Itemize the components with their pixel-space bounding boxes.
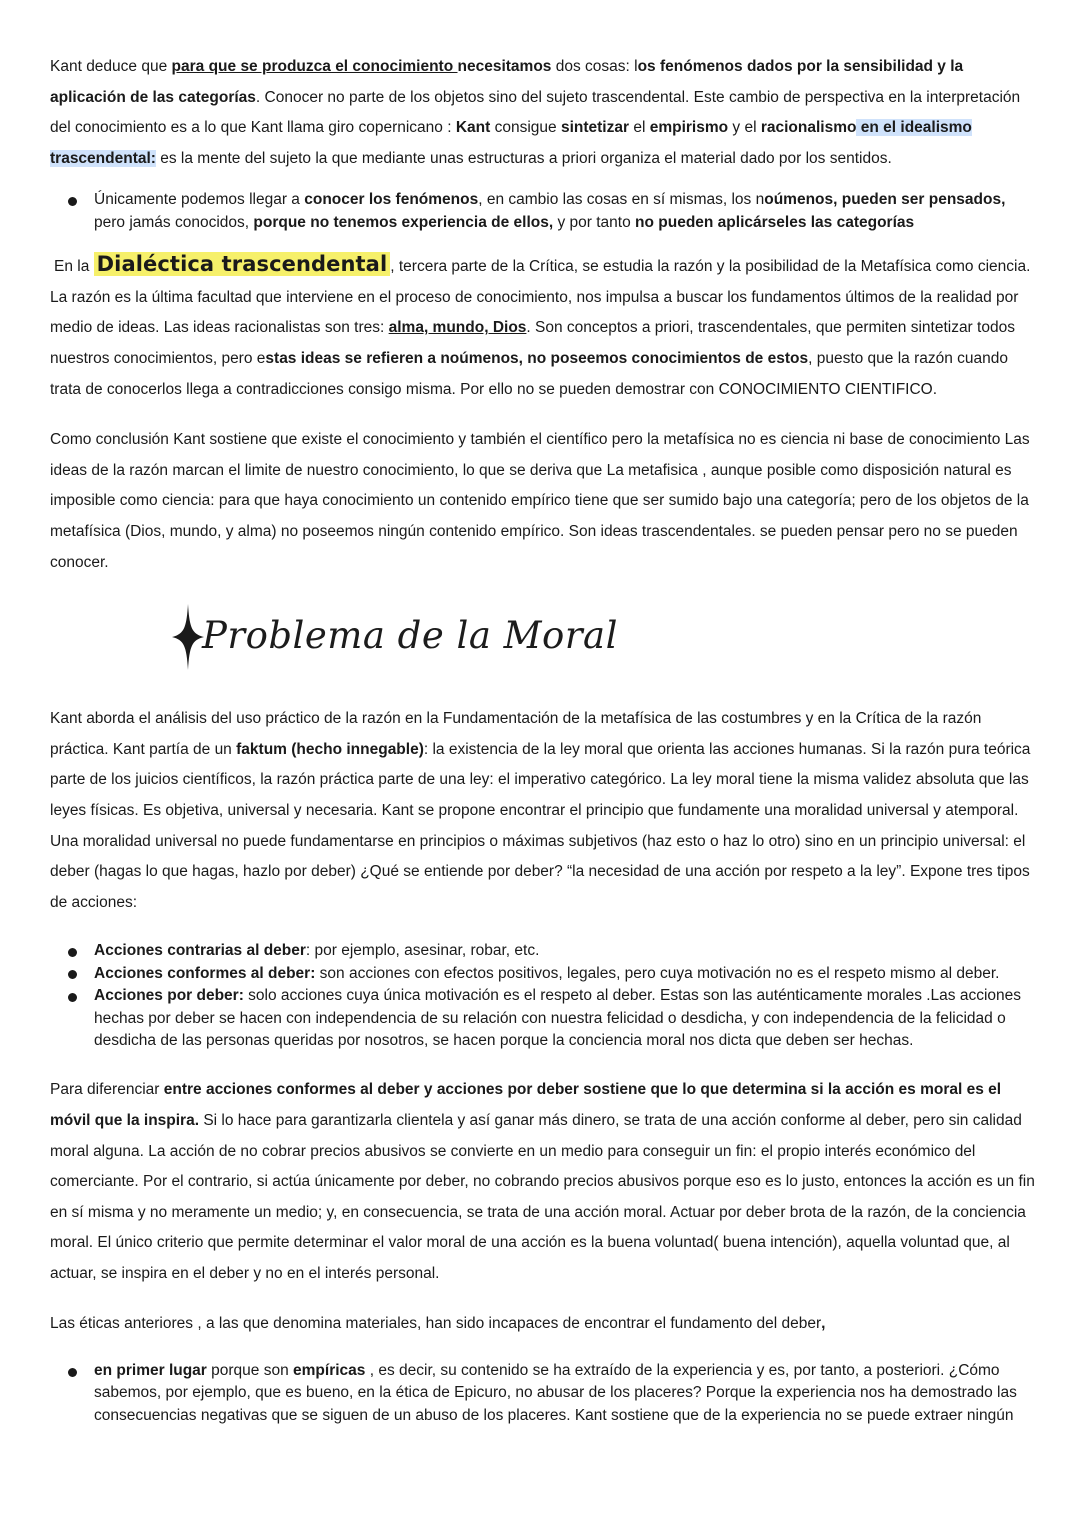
highlighted-heading: Dialéctica trascendental <box>94 252 391 276</box>
text: sintetizar <box>560 119 630 137</box>
paragraph-material-ethics <box>50 1309 1035 1340</box>
list-item <box>50 985 1035 1052</box>
text: necesitamos <box>457 58 552 75</box>
text: Si lo hace para garantizarla clientela y así ganar más dinero, se trata de una acción conforme al deber, pero sin calidad moral alguna. La acción de no cobrar precios abusivos se convierte en un medio para conseguir un fin: el propio interés económico del comerciante. Por el contrario, si actúa únicamente por deber, no cobrando precios abusivos porque eso es lo justo, entonces la acción es un fin en sí misma y no meramente un medio; y, en consecuencia, se trata de una acción moral. Actuar por deber brota de la razón, de la conciencia moral. El único criterio que permite determinar el valor moral de una acción es la buena voluntad( buena intención), aquella voluntad que, al actuar, se inspira en el deber y no en el interés personal. <box>50 1111 1035 1282</box>
text: Kant deduce que <box>50 58 172 75</box>
text: consigue <box>490 119 561 137</box>
text: y por tanto <box>553 213 636 231</box>
highlighted-text: en el idealismo trascendental: <box>50 119 972 167</box>
bullet-list-empirical <box>50 1360 1035 1427</box>
text: : por ejemplo, asesinar, robar, etc. <box>305 942 540 960</box>
text: faktum (hecho innegable) <box>236 740 424 758</box>
text: Kant <box>455 119 491 137</box>
text: Acciones contrarias al deber <box>94 942 306 960</box>
paragraph-conclusion: Como conclusión Kant sostiene que existe el conocimiento y también el científico pero la metafísica no es ciencia ni base de conocimiento Las ideas de la razón marcan el limite de nuestro conocimiento, lo que se deriva que La metafisica , aunque posible como disposición natural es imposible como ciencia: para que haya conocimiento un contenido empírico tiene que ser sumido bajo una categoría; pero de los objetos de la metafísica (Dios, mundo, y alma) no poseemos ningún contenido empírico. Son ideas trascendentales. se pueden pensar pero no se pueden conocer. <box>50 431 1030 571</box>
text: : la existencia de la ley moral que orienta las acciones humanas. Si la razón pura teórica parte de los juicios científicos, la razón práctica parte de una ley: el imperativo categórico. La ley moral tiene la misma validez absoluta que las leyes físicas. Es objetiva, universal y necesaria. Kant se propone encontrar el principio que fundamente una moralidad universal y atemporal. Una moralidad universal no puede fundamentarse en principios o máximas subjetivos (haz esto o haz lo otro) sino en un principio universal: el deber (hagas lo que hagas, hazlo por deber) ¿Qué se entiende por deber? “la necesidad de una acción por respeto a la ley”. Expone tres tipos de acciones: <box>50 740 1031 911</box>
text: . Conocer no parte de los objetos sino del sujeto trascendental. Este cambio de perspectiva en la interpretación del conocimiento es a lo que Kant llama giro copernicano : <box>50 88 1021 137</box>
text: stas ideas se refieren a noúmenos, no poseemos conocimientos de estos <box>265 349 809 367</box>
text: pero jamás conocidos, <box>94 213 254 231</box>
text: os fenómenos dados por la sensibilidad y la aplicación de las categorías <box>50 58 964 106</box>
text: , puesto que la razón cuando trata de conocerlos llega a contradicciones consigo misma. Por ello no se pueden demostrar con CONOCIMIENTO CIENTIFICO. <box>50 349 1009 398</box>
text: solo acciones cuya única motivación es el respeto al deber. Estas son las auténticamente morales .Las acciones hechas por deber se hacen con independencia de su relación con nuestra felicidad o desdicha, y con independencia de la felicidad o desdicha de las personas queridas por nosotros, se hacen porque la conciencia moral nos dicta que deben ser hechas. <box>94 987 1022 1049</box>
bullet-list-phenomena <box>50 189 1035 234</box>
text: Acciones por deber: <box>94 987 244 1005</box>
text: Para diferenciar <box>50 1081 164 1099</box>
text: y el <box>728 119 761 137</box>
text: alma, mundo, Dios <box>388 319 527 337</box>
bullet-icon <box>68 993 77 1002</box>
bullet-icon <box>68 197 77 206</box>
text: En la <box>54 258 94 276</box>
section-title-text: Problema de la Moral <box>202 614 618 658</box>
section-title <box>50 602 1035 680</box>
bullet-icon <box>68 970 77 979</box>
text: son acciones con efectos positivos, legales, pero cuya motivación no es el respeto mismo al deber. <box>315 964 1000 982</box>
list-item <box>50 963 1035 985</box>
text: dos cosas: l <box>551 58 638 75</box>
bullet-list-actions <box>50 940 1035 1052</box>
text: Únicamente podemos llegar a <box>94 191 305 209</box>
text: el <box>629 119 650 137</box>
text: porque no tenemos experiencia de ellos, <box>253 213 554 231</box>
text: Kant aborda el análisis del uso práctico de la razón en la Fundamentación de la metafísica de las costumbres y en la Crítica de la razón práctica. Kant partía de un <box>50 710 982 758</box>
text: porque son <box>206 1362 294 1380</box>
paragraph-moral-intro <box>50 704 1035 918</box>
text: es la mente del sujeto la que mediante unas estructuras a priori organiza el material dado por los sentidos. <box>155 149 892 167</box>
sparkle-icon <box>170 602 206 672</box>
text: , es decir, su contenido se ha extraído de la experiencia y es, por tanto, a posteriori. ¿Cómo sabemos, por ejemplo, que es bueno, en la ética de Epicuro, no abusar de los placeres? Porque la experiencia nos ha demostrado las consecuencias negativas que se siguen de un abuso de los placeres. Kant sostiene que de la experiencia no se puede extraer ningún <box>94 1362 1017 1424</box>
text: , tercera parte de la Crítica, se estudia la razón y la posibilidad de la Metafísica como ciencia. La razón es la última facultad que interviene en el proceso de conocimiento, nos impulsa a buscar los fundamentos últimos de la realidad por medio de ideas. Las ideas racionalistas son tres: <box>50 258 1031 337</box>
text: oúmenos, pueden ser pensados, <box>764 191 1006 209</box>
paragraph-knowledge <box>50 52 1035 174</box>
text: para que se produzca el conocimiento <box>171 58 458 75</box>
paragraph-motive <box>50 1075 1035 1289</box>
text: empíricas <box>293 1362 366 1380</box>
text: empirismo <box>649 119 729 137</box>
list-item <box>50 1360 1035 1427</box>
text: Las éticas anteriores , a las que denomina materiales, han sido incapaces de encontrar el fundamento del deber <box>50 1315 822 1333</box>
text: , <box>821 1315 826 1333</box>
bullet-icon <box>68 948 77 957</box>
text: en primer lugar <box>94 1362 207 1380</box>
text: conocer los fenómenos <box>304 191 479 209</box>
list-item <box>50 940 1035 962</box>
document-page <box>50 52 1035 1427</box>
paragraph-dialectic <box>50 249 1035 405</box>
text: racionalismo <box>760 119 857 137</box>
text: entre acciones conformes al deber y acciones por deber sostiene que lo que determina si la acción es moral es el móvil que la inspira. <box>50 1081 1002 1129</box>
bullet-icon <box>68 1368 77 1377</box>
text: no pueden aplicárseles las categorías <box>635 213 915 231</box>
text: . Son conceptos a priori, trascendentales, que permiten sintetizar todos nuestros conocimientos, pero e <box>50 319 1015 367</box>
text: Acciones conformes al deber: <box>94 964 316 982</box>
list-item <box>50 189 1035 234</box>
text: , en cambio las cosas en sí mismas, los n <box>478 191 765 209</box>
